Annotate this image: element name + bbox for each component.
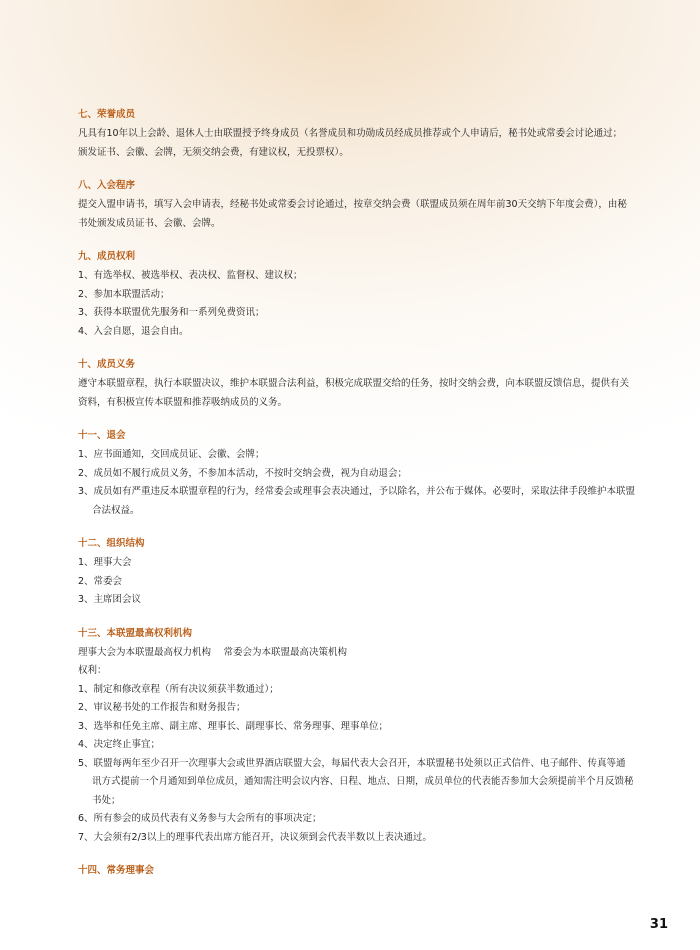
document-body xyxy=(78,108,638,894)
section-title: 七、荣誉成员 xyxy=(78,109,136,120)
section-line: 2、参加本联盟活动； xyxy=(78,288,170,300)
section-line: 2、常委会 xyxy=(78,575,123,587)
section-title: 十二、组织结构 xyxy=(78,538,145,549)
section-title: 八、入会程序 xyxy=(78,180,136,191)
section-line: 颁发证书、会徽、会牌，无须交纳会费，有建议权，无投票权）。 xyxy=(78,146,349,158)
section-line: 3、成员如有严重违反本联盟章程的行为，经常委会或理事会表决通过，予以除名，并公布于媒体。必要时，采取法律手段维护本联盟 xyxy=(78,486,636,497)
section-line: 书处； xyxy=(92,794,121,806)
section-line: 2、审议秘书处的工作报告和财务报告； xyxy=(78,702,246,713)
section-line: 4、决定终止事宜； xyxy=(78,739,161,750)
section-line: 1、理事大会 xyxy=(78,557,132,568)
section-line: 1、应书面通知，交回成员证、会徽、会牌； xyxy=(78,449,265,460)
section xyxy=(78,179,638,233)
section-line: 3、主席团会议 xyxy=(78,594,142,605)
section-title: 十三、本联盟最高权利机构 xyxy=(78,627,193,639)
section-title: 十一、退会 xyxy=(78,430,126,441)
section-line: 6、所有参会的成员代表有义务参与大会所有的事项决定； xyxy=(78,813,322,824)
section-line: 资料，有积极宣传本联盟和推荐吸纳成员的义务。 xyxy=(78,396,288,408)
section-line: 1、有选举权、被选举权、表决权、监督权、建议权； xyxy=(78,270,303,281)
section-title: 十、成员义务 xyxy=(78,359,136,370)
page-number: 31 xyxy=(649,917,668,932)
section xyxy=(78,250,638,341)
section xyxy=(78,537,638,610)
section-line: 3、获得本联盟优先服务和一系列免费资讯； xyxy=(78,307,265,318)
section-line: 权利： xyxy=(78,665,107,676)
section-line: 7、大会须有2/3以上的理事代表出席方能召开，决议须到会代表半数以上表决通过。 xyxy=(78,831,432,843)
section xyxy=(78,429,638,520)
section-title: 十四、常务理事会 xyxy=(78,865,155,876)
section-line: 3、选举和任免主席、副主席、理事长、副理事长、常务理事、理事单位； xyxy=(78,720,389,732)
section xyxy=(78,358,638,412)
section-line: 合法权益。 xyxy=(92,504,140,516)
section-line: 讯方式提前一个月通知到单位成员，通知需注明会议内容、日程、地点、日期，成员单位的代表能否参加大会须提前半个月反馈秘 xyxy=(92,776,634,787)
section-line: 4、入会自愿，退会自由。 xyxy=(78,325,189,337)
section-line: 2、成员如不履行成员义务，不参加本活动，不按时交纳会费，视为自动退会； xyxy=(78,467,408,479)
section-line: 提交入盟申请书，填写入会申请表，经秘书处或常委会讨论通过，按章交纳会费（联盟成员须在周年前30天交纳下年度会费），由秘 xyxy=(78,199,627,210)
section-line: 理事大会为本联盟最高权力机构 常委会为本联盟最高决策机构 xyxy=(78,646,348,658)
section-line: 书处颁发成员证书、会徽、会牌。 xyxy=(78,217,221,229)
section-line: 遵守本联盟章程，执行本联盟决议，维护本联盟合法利益，积极完成联盟交给的任务，按时交纳会费，向本联盟反馈信息，提供有关 xyxy=(78,378,630,389)
section xyxy=(78,864,638,877)
section-title: 九、成员权利 xyxy=(78,251,136,262)
section xyxy=(78,108,638,162)
section xyxy=(78,627,638,848)
section-line: 凡具有10年以上会龄、退休人士由联盟授予终身成员（名誉成员和功勋成员经成员推荐或个人申请后，秘书处或常委会讨论通过； xyxy=(78,128,623,139)
section-line: 5、联盟每两年至少召开一次理事大会或世界酒店联盟大会，每届代表大会召开，本联盟秘书处须以正式信件、电子邮件、传真等通 xyxy=(78,757,626,769)
section-line: 1、制定和修改章程（所有决议须获半数通过）； xyxy=(78,683,279,695)
